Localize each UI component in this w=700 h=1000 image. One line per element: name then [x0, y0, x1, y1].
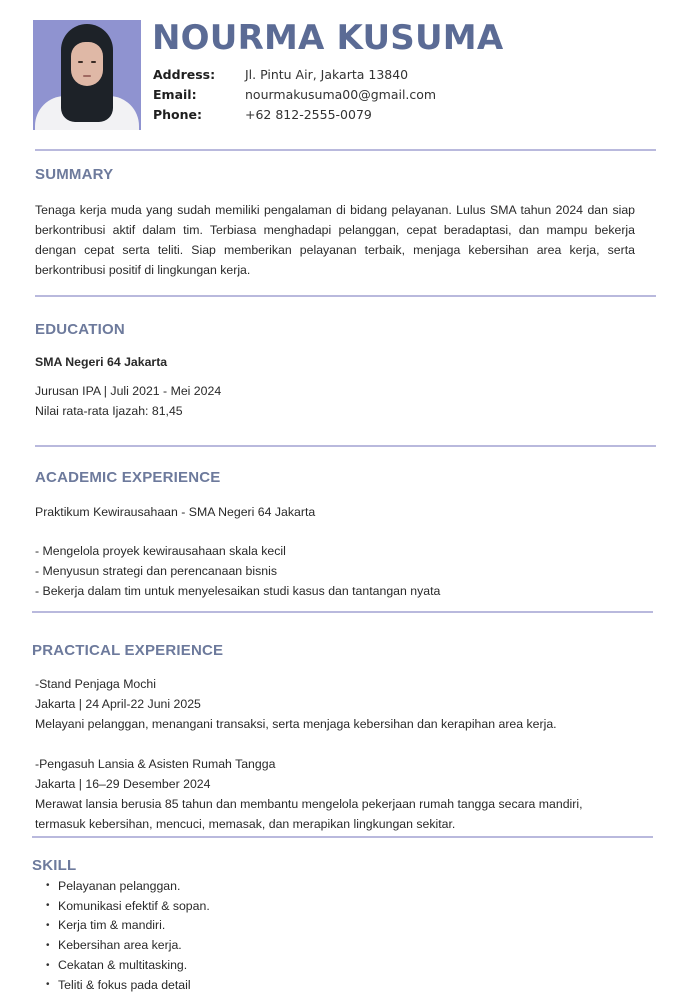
candidate-name: NOURMA KUSUMA: [152, 18, 504, 58]
academic-item: - Menyusun strategi dan perencanaan bisnis: [35, 564, 277, 578]
skill-item: [46, 916, 210, 936]
academic-heading: Praktikum Kewirausahaan - SMA Negeri 64 Jakarta: [35, 505, 316, 519]
bullet-icon: •: [46, 880, 50, 892]
phone-label: Phone:: [153, 106, 203, 122]
job-role: -Pengasuh Lansia & Asisten Rumah Tangga: [35, 757, 276, 771]
divider: [32, 836, 653, 838]
education-major-period: Jurusan IPA | Juli 2021 - Mei 2024: [35, 384, 222, 398]
divider: [35, 149, 656, 151]
email-label: Email:: [153, 86, 197, 102]
skill-item: [46, 955, 210, 975]
skill-item: [46, 975, 210, 995]
skill-item: [46, 896, 210, 916]
job-description-line: Merawat lansia berusia 85 tahun dan membantu mengelola pekerjaan rumah tangga secara mandiri,: [35, 797, 583, 811]
skill-label: Kerja tim & mandiri.: [58, 918, 166, 933]
divider: [35, 295, 656, 297]
bullet-icon: •: [46, 979, 50, 991]
bullet-icon: •: [46, 959, 50, 971]
skill-label: Kebersihan area kerja.: [58, 938, 182, 953]
profile-photo: [33, 20, 141, 130]
resume-header: [33, 20, 673, 132]
contact-phone: [153, 104, 436, 124]
photo-mouth: [83, 75, 91, 77]
academic-item: - Bekerja dalam tim untuk menyelesaikan studi kasus dan tantangan nyata: [35, 584, 441, 598]
section-title-skill: SKILL: [32, 857, 77, 874]
address-value: Jl. Pintu Air, Jakarta 13840: [245, 66, 409, 82]
section-title-practical-experience: PRACTICAL EXPERIENCE: [32, 642, 224, 659]
job-role: -Stand Penjaga Mochi: [35, 677, 156, 691]
job-description-line: termasuk kebersihan, mencuci, memasak, dan merapikan lingkungan sekitar.: [35, 817, 456, 831]
education-grade: Nilai rata-rata Ijazah: 81,45: [35, 404, 183, 418]
academic-item: - Mengelola proyek kewirausahaan skala kecil: [35, 544, 286, 558]
phone-value: +62 812-2555-0079: [245, 106, 372, 122]
contact-address: [153, 64, 436, 84]
section-title-education: EDUCATION: [35, 321, 125, 338]
divider: [35, 445, 656, 447]
photo-eye-left: [78, 61, 83, 63]
section-title-summary: SUMMARY: [35, 166, 114, 183]
skill-label: Pelayanan pelanggan.: [58, 878, 181, 893]
job-location-period: Jakarta | 16–29 Desember 2024: [35, 777, 211, 791]
divider: [32, 611, 653, 613]
job-description: Melayani pelanggan, menangani transaksi, serta menjaga kebersihan dan kerapihan area kerja.: [35, 717, 557, 731]
skill-label: Teliti & fokus pada detail: [58, 977, 191, 992]
address-label: Address:: [153, 66, 216, 82]
section-title-academic-experience: ACADEMIC EXPERIENCE: [35, 469, 221, 486]
summary-text: Tenaga kerja muda yang sudah memiliki pengalaman di bidang pelayanan. Lulus SMA tahun 2024 dan siap berkontribusi aktif dalam tim. Terbiasa menghadapi pelanggan, cepat beradaptasi, dan mampu bekerja dengan cepat serta teliti. Siap memberikan pelayanan terbaik, menjaga kebersihan area kerja, serta berkontribusi positif di lingkungan kerja.: [35, 203, 635, 277]
skill-item: [46, 876, 210, 896]
contact-email: [153, 84, 436, 104]
skill-item: [46, 935, 210, 955]
bullet-icon: •: [46, 919, 50, 931]
skill-label: Cekatan & multitasking.: [58, 958, 188, 973]
job-location-period: Jakarta | 24 April-22 Juni 2025: [35, 697, 201, 711]
skill-label: Komunikasi efektif & sopan.: [58, 898, 210, 913]
skills-list: [46, 876, 210, 995]
photo-face: [71, 42, 103, 86]
bullet-icon: •: [46, 900, 50, 912]
photo-eye-right: [91, 61, 96, 63]
education-school: SMA Negeri 64 Jakarta: [35, 355, 168, 369]
email-value: nourmakusuma00@gmail.com: [245, 86, 437, 102]
contact-info: [153, 64, 436, 124]
bullet-icon: •: [46, 939, 50, 951]
